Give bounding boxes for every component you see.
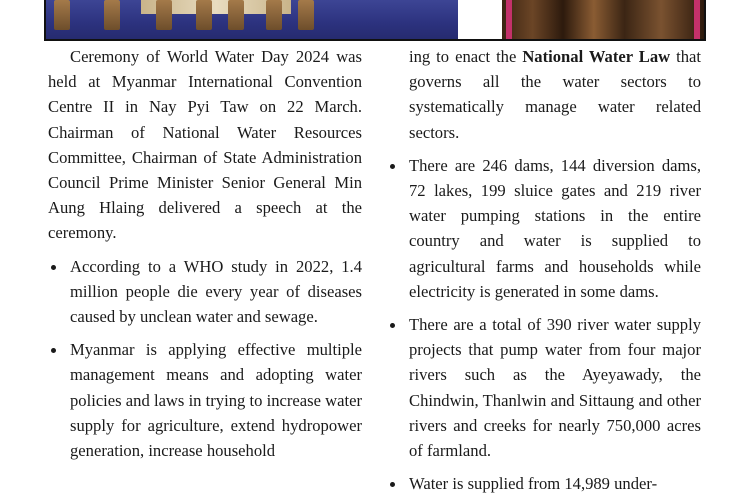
law-name: National Water Law bbox=[522, 47, 671, 66]
chair-icon bbox=[298, 0, 314, 30]
list-item: There are 246 dams, 144 diversion dams, 72 lakes, 199 sluice gates and 219 river water pumping stations in the entire country and water is supplied to agricultural farms and households while electricity is generated in some dams. bbox=[387, 153, 701, 304]
chair-icon bbox=[104, 0, 120, 30]
left-column bbox=[48, 44, 362, 463]
chair-icon bbox=[196, 0, 212, 30]
curtain-accent bbox=[694, 0, 700, 39]
chair-icon bbox=[228, 0, 244, 30]
list-item: According to a WHO study in 2022, 1.4 million people die every year of diseases caused by unclean water and sewage. bbox=[48, 254, 362, 330]
intro-paragraph: Ceremony of World Water Day 2024 was held at Myanmar International Convention Centre II in Nay Pyi Taw on 22 March. Chairman of National Water Resources Committee, Chairman of State Administration Council Prime Minister Senior General Min Aung Hlaing delivered a speech at the ceremony. bbox=[48, 47, 362, 243]
ceremony-hall-photo bbox=[46, 0, 458, 39]
list-item: There are a total of 390 river water supply projects that pump water from four major rivers such as the Ayeyawady, the Chindwin, Thanlwin and Sittaung and other rivers and creeks for nearly 750,000 acres of farmland. bbox=[387, 312, 701, 463]
continuation-paragraph bbox=[387, 44, 701, 145]
left-bullet-list bbox=[48, 254, 362, 464]
list-item: Myanmar is applying effective multiple management means and adopting water policies and laws in trying to increase water supply for agriculture, extend hydropower generation, increase household bbox=[48, 337, 362, 463]
header-photo bbox=[44, 0, 706, 41]
chair-icon bbox=[54, 0, 70, 30]
stage-photo bbox=[502, 0, 706, 39]
continuation-text: that governs all the water sectors to systematically manage water related sectors. bbox=[409, 47, 701, 142]
right-bullet-list bbox=[387, 153, 701, 496]
photo-gap bbox=[458, 0, 502, 39]
right-column bbox=[387, 44, 701, 496]
continuation-text: ing to enact the bbox=[409, 47, 523, 66]
list-item: Water is supplied from 14,989 under- bbox=[387, 471, 701, 496]
chair-icon bbox=[266, 0, 282, 30]
chair-icon bbox=[156, 0, 172, 30]
curtain-accent bbox=[506, 0, 512, 39]
